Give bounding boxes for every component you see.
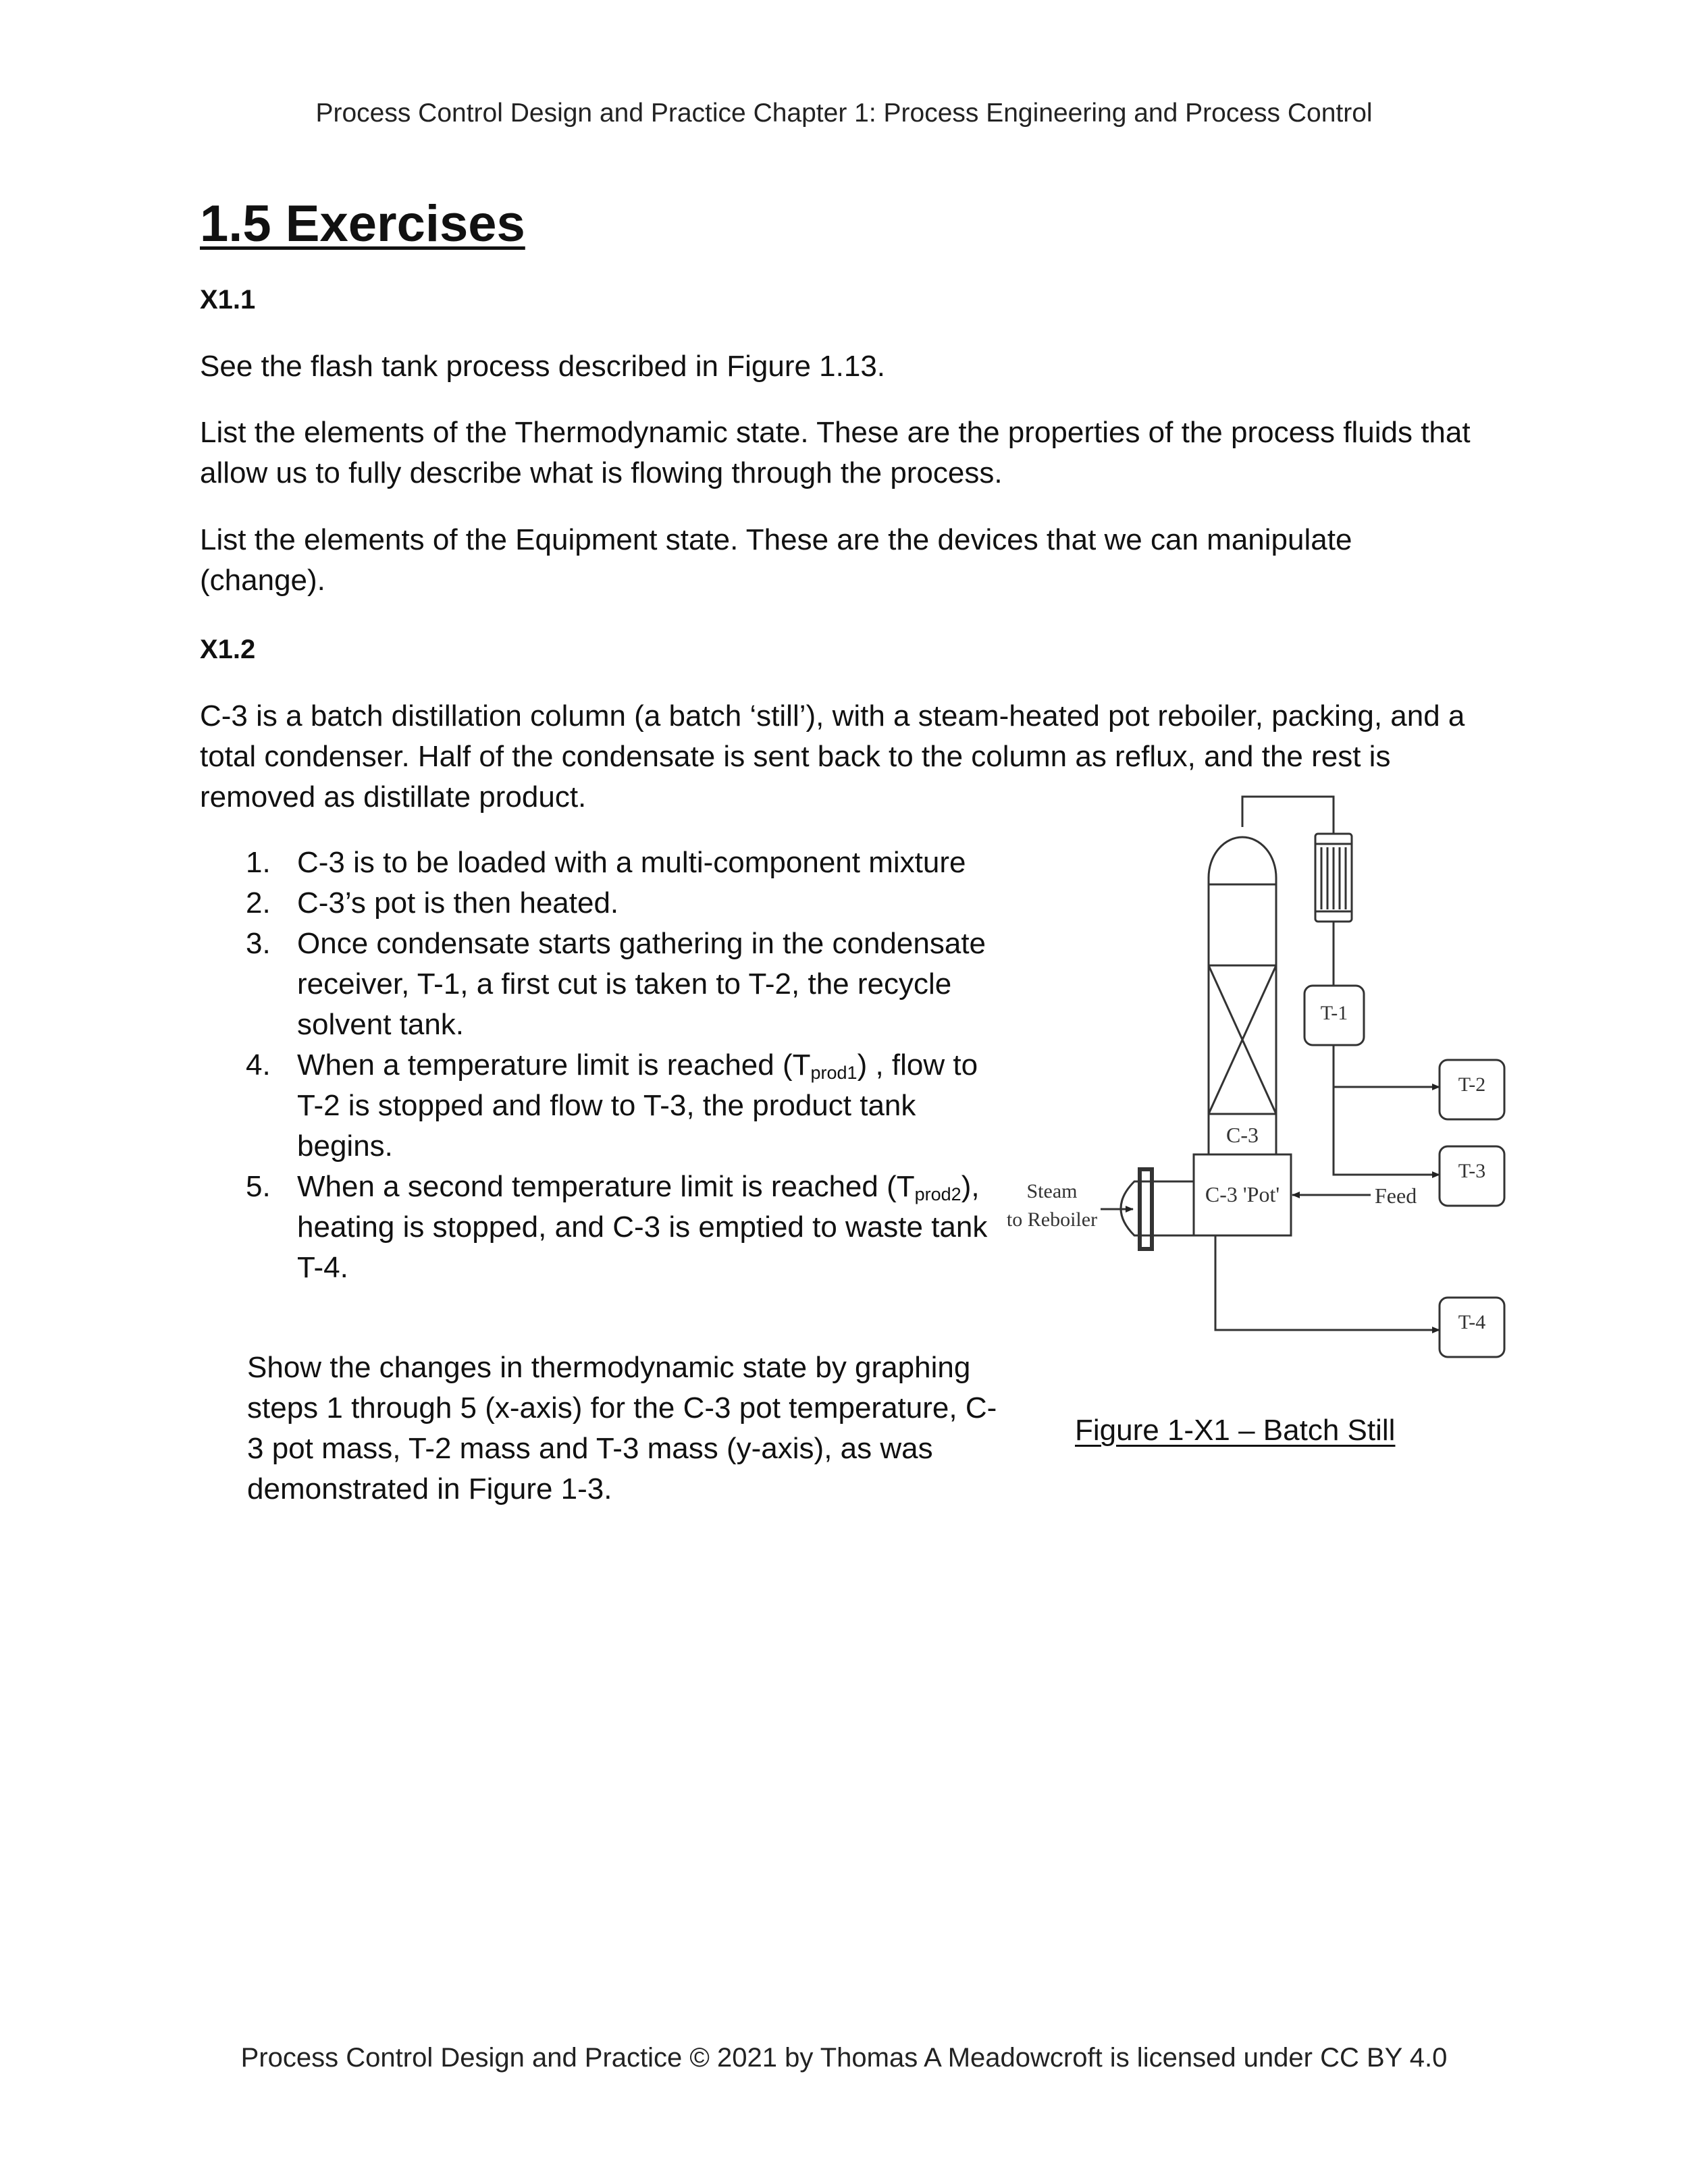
step-text-pre: When a temperature limit is reached (T [297,1048,811,1082]
step-item [246,883,1009,924]
step-subscript: prod1 [810,1063,858,1083]
x1-1-paragraph-1: See the flash tank process described in Figure 1.13. [200,350,886,383]
exercise-heading-x1-1: X1.1 [200,285,256,315]
x1-1-paragraph-2: List the elements of the Thermodynamic state. These are the properties of the process fluids that allow us to fully describe what is flowing through the process. [200,416,1471,489]
graphing-task: Show the changes in thermodynamic state by graphing steps 1 through 5 (x-axis) for the C-3 pot temperature, C-3 pot mass, T-2 mass and T-3 mass (y-axis), as was demonstrated in Figure 1-3. [247,1351,997,1506]
procedure-steps [246,843,1009,1288]
step-number: 2. [246,886,271,920]
tank-t4-label: T-4 [1458,1311,1486,1333]
steam-label: Steam [1026,1180,1078,1202]
step-text: C-3 is to be loaded with a multi-component mixture [297,846,966,879]
step-number: 3. [246,927,271,960]
reboiler-label: to Reboiler [1006,1208,1098,1231]
step-item [246,924,1009,1045]
x1-2-intro: C-3 is a batch distillation column (a batch ‘still’), with a steam-heated pot reboiler, packing, and a total condenser. Half of the condensate is sent back to the column as reflux, and the rest is removed as distillate product. [200,699,1465,814]
step-item [246,1167,1009,1288]
step-item [246,1045,1009,1167]
step-text-post: ), heating is stopped, and C-3 is emptied to waste tank T-4. [297,1170,988,1284]
step-text-pre: When a second temperature limit is reached (T [297,1170,915,1203]
overhead-vapor-line [1242,797,1334,834]
figure-caption: Figure 1-X1 – Batch Still [1075,1414,1396,1447]
step-number: 5. [246,1170,271,1203]
step-subscript: prod2 [914,1184,961,1204]
step-number: 4. [246,1048,271,1082]
running-header: Process Control Design and Practice Chapter 1: Process Engineering and Process Control [315,99,1373,128]
x1-1-paragraph-3: List the elements of the Equipment state. These are the devices that we can manipulate (change). [200,523,1352,597]
feed-label: Feed [1375,1183,1417,1208]
exercise-heading-x1-2: X1.2 [200,635,256,664]
section-title: 1.5 Exercises [200,195,525,252]
pot-label: C-3 'Pot' [1205,1182,1280,1206]
tank-t3-label: T-3 [1458,1160,1486,1182]
tank-t2-label: T-2 [1458,1073,1486,1096]
license-footer: Process Control Design and Practice © 2021 by Thomas A Meadowcroft is licensed under CC BY 4.0 [240,2043,1448,2073]
step-text: C-3’s pot is then heated. [297,886,619,920]
batch-still-diagram [993,790,1526,1384]
step-item [246,843,1009,883]
line-to-t3 [1334,1087,1440,1175]
step-number: 1. [246,846,271,879]
step-text-post: ) , flow to T-2 is stopped and flow to T-3, the product tank begins. [297,1048,978,1163]
tank-t1-label: T-1 [1320,1002,1348,1024]
line-to-t4 [1215,1235,1440,1330]
step-text: Once condensate starts gathering in the condensate receiver, T-1, a first cut is taken to T-2, the recycle solvent tank. [297,927,986,1041]
line-to-t2 [1334,1045,1440,1087]
column-c3-label: C-3 [1226,1123,1259,1147]
